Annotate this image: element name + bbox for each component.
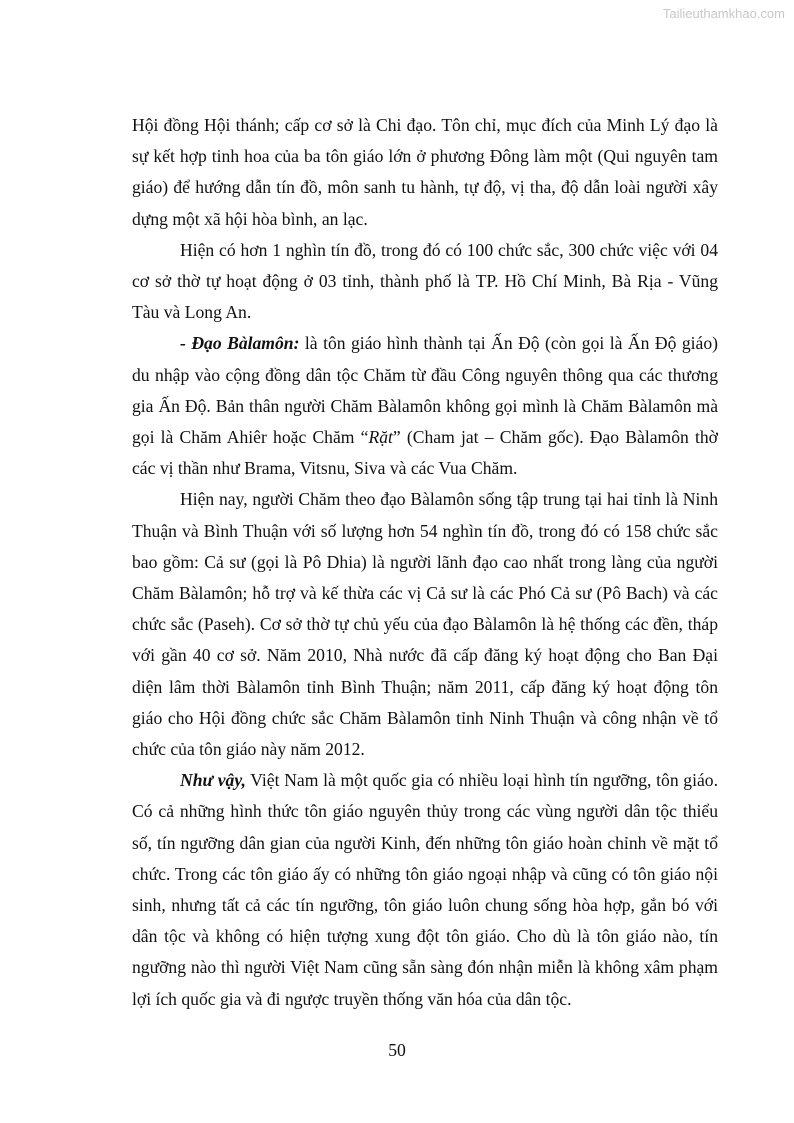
paragraph-2: Hiện có hơn 1 nghìn tín đồ, trong đó có 100 chức sắc, 300 chức việc với 04 cơ sở thờ tự hoạt động ở 03 tỉnh, thành phố là TP. Hồ Chí Minh, Bà Rịa - Vũng Tàu và Long An. — [132, 239, 718, 323]
page-number: 50 — [388, 1040, 406, 1060]
document-body — [132, 110, 718, 1015]
italic-term: Rặt — [368, 427, 393, 448]
section-heading-balamon: - Đạo Bàlamôn: — [180, 333, 300, 354]
paragraph-3-text-a: là tôn giáo hình thành tại Ấn Độ (còn gọi là Ấn Độ giáo) du nhập vào cộng đồng dân tộc Chăm từ đầu Công nguyên thông qua các thương gia Ấn Độ. Bản thân người Chăm Bàlamôn không gọi mình là Chăm Bàlamôn mà gọi là Chăm Ahiêr hoặc Chăm “ — [132, 333, 718, 448]
paragraph-5-text: Việt Nam là một quốc gia có nhiều loại hình tín ngưỡng, tôn giáo. Có cả những hình thức tôn giáo nguyên thủy trong các vùng người dân tộc thiểu số, tín ngưỡng dân gian của người Kinh, đến những tôn giáo hoàn chỉnh về mặt tổ chức. Trong các tôn giáo ấy có những tôn giáo ngoại nhập và cũng có tôn giáo nội sinh, nhưng tất cả các tín ngưỡng, tôn giáo luôn chung sống hòa hợp, gắn bó với dân tộc và không có hiện tượng xung đột tôn giáo. Cho dù là tôn giáo nào, tín ngưỡng nào thì người Việt Nam cũng sẵn sàng đón nhận miễn là không xâm phạm lợi ích quốc gia và đi ngược truyền thống văn hóa của dân tộc. — [132, 770, 718, 1009]
watermark: Tailieuthamkhao.com — [662, 6, 785, 21]
conclusion-lead: Như vậy, — [180, 770, 246, 791]
paragraph-4: Hiện nay, người Chăm theo đạo Bàlamôn sống tập trung tại hai tỉnh là Ninh Thuận và Bình Thuận với số lượng hơn 54 nghìn tín đồ, trong đó có 158 chức sắc bao gồm: Cả sư (gọi là Pô Dhia) là người lãnh đạo cao nhất trong làng của người Chăm Bàlamôn; hỗ trợ và kế thừa các vị Cả sư là các Phó Cả sư (Pô Bach) và các chức sắc (Paseh). Cơ sở thờ tự chủ yếu của đạo Bàlamôn là hệ thống các đền, tháp với gần 40 cơ sở. Năm 2010, Nhà nước đã cấp đăng ký hoạt động cho Ban Đại diện lâm thời Bàlamôn tỉnh Bình Thuận; năm 2011, cấp đăng ký hoạt động tôn giáo cho Hội đồng chức sắc Chăm Bàlamôn tỉnh Ninh Thuận và công nhận về tổ chức của tôn giáo này năm 2012. — [132, 489, 718, 760]
paragraph-3-text-b: ” (Cham jat – Chăm gốc). Đạo Bàlamôn thờ các vị thần như Brama, Vitsnu, Siva và các Vua Chăm. — [132, 427, 718, 479]
paragraph-1: Hội đồng Hội thánh; cấp cơ sở là Chi đạo. Tôn chỉ, mục đích của Minh Lý đạo là sự kết hợp tinh hoa của ba tôn giáo lớn ở phương Đông làm một (Qui nguyên tam giáo) để hướng dẫn tín đồ, môn sanh tu hành, tự độ, vị tha, độ dẫn loài người xây dựng một xã hội hòa bình, an lạc. — [132, 115, 718, 229]
paragraph-5 — [132, 765, 718, 1015]
paragraph-3 — [132, 328, 718, 484]
